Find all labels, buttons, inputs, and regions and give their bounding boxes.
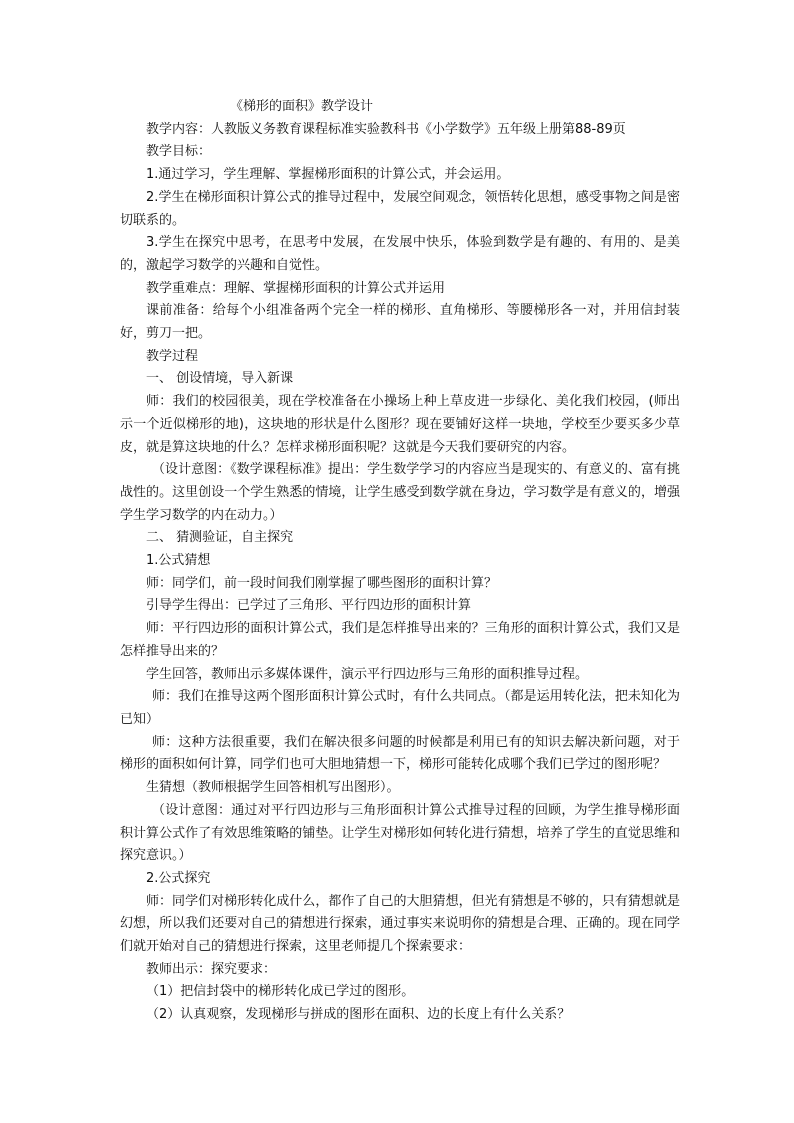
paragraph-process-heading: 教学过程	[146, 348, 199, 364]
paragraph-design-intent-2: （设计意图：通过对平行四边形与三角形面积计算公式推导过程的回顾，为学生推导梯形面积计算公式作了有效思维策略的铺垫。让学生对梯形如何转化进行猜想，培养了学生的直觉思维和探究意识。）	[120, 802, 680, 864]
paragraph-guide-students: 引导学生得出：已学过了三角形、平行四边形的面积计算	[146, 598, 472, 614]
paragraph-teacher-intro: 师：我们的校园很美，现在学校准备在小操场上种上草皮进一步绿化、美化我们校园，(师出示一个近似梯形的地)，这块地的形状是什么图形？现在要铺好这样一块地，学校至少要买多少草皮，就是算这块地的什么？怎样求梯形面积呢？这就是今天我们要研究的内容。	[120, 394, 680, 455]
paragraph-key-points: 教学重难点：理解、掌握梯形面积的计算公式并运用	[146, 280, 446, 296]
document-title: 《梯形的面积》教学设计	[230, 99, 374, 114]
paragraph-explore-requirements: 教师出示：探究要求：	[146, 961, 277, 977]
paragraph-teacher-derivation: 师：平行四边形的面积计算公式，我们是怎样推导出来的？三角形的面积计算公式，我们又是怎样推导出来的？	[120, 621, 680, 659]
section-heading-1: 一、 创设情境，导入新课	[146, 371, 294, 387]
paragraph-requirement-2: （2）认真观察，发现梯形与拼成的图形在面积、边的长度上有什么关系？	[146, 1007, 571, 1023]
paragraph-requirement-1: （1）把信封袋中的梯形转化成已学过的图形。	[146, 984, 415, 1000]
paragraph-teacher-explore: 师：同学们对梯形转化成什么，都作了自己的大胆猜想，但光有猜想是不够的，只有猜想就是幻想，所以我们还要对自己的猜想进行探索，通过事实来说明你的猜想是合理、正确的。现在同学们就开始对自己的猜想进行探索，这里老师提几个探索要求：	[120, 893, 680, 955]
paragraph-teaching-content: 教学内容：人教版义务教育课程标准实验教科书《小学数学》五年级上册第88-89页	[146, 121, 626, 137]
paragraph-method-important: 师：这种方法很重要，我们在解决很多问题的时候都是利用已有的知识去解决新问题，对于梯形的面积如何计算，同学们也可大胆地猜想一下，梯形可能转化成哪个我们已学过的图形呢？	[120, 734, 680, 773]
paragraph-common-point: 师：我们在推导这两个图形面积计算公式时，有什么共同点。（都是运用转化法，把未知化为已知）	[120, 689, 680, 727]
paragraph-design-intent-1: （设计意图：《数学课程标准》提出：学生数学学习的内容应当是现实的、有意义的、富有挑战性的。这里创设一个学生熟悉的情境，让学生感受到数学就在身边，学习数学是有意义的，增强学生学习数学的内在动力。）	[120, 462, 680, 523]
paragraph-student-answer: 学生回答，教师出示多媒体课件，演示平行四边形与三角形的面积推导过程。	[146, 666, 589, 682]
paragraph-goal-2: 2.学生在梯形面积计算公式的推导过程中，发展空间观念，领悟转化思想，感受事物之间是密切联系的。	[120, 189, 680, 228]
paragraph-teacher-question: 师：同学们，前一段时间我们刚掌握了哪些图形的面积计算？	[146, 575, 498, 591]
subheading-formula-explore: 2.公式探究	[146, 870, 211, 886]
paragraph-goal-3: 3.学生在探究中思考，在思考中发展，在发展中快乐，体验到数学是有趣的、有用的、是美的，激起学习数学的兴趣和自觉性。	[120, 235, 680, 273]
paragraph-teaching-goals-heading: 教学目标：	[146, 144, 212, 160]
paragraph-student-guess: 生猜想（教师根据学生回答相机写出图形）。	[146, 780, 400, 796]
subheading-formula-guess: 1.公式猜想	[146, 553, 211, 569]
paragraph-goal-1: 1.通过学习，学生理解、掌握梯形面积的计算公式，并会运用。	[146, 167, 510, 183]
paragraph-preparation: 课前准备：给每个小组准备两个完全一样的梯形、直角梯形、等腰梯形各一对，并用信封装好，剪刀一把。	[120, 303, 680, 342]
document-body	[120, 96, 680, 1027]
section-heading-2: 二、 猜测验证，自主探究	[146, 530, 294, 546]
